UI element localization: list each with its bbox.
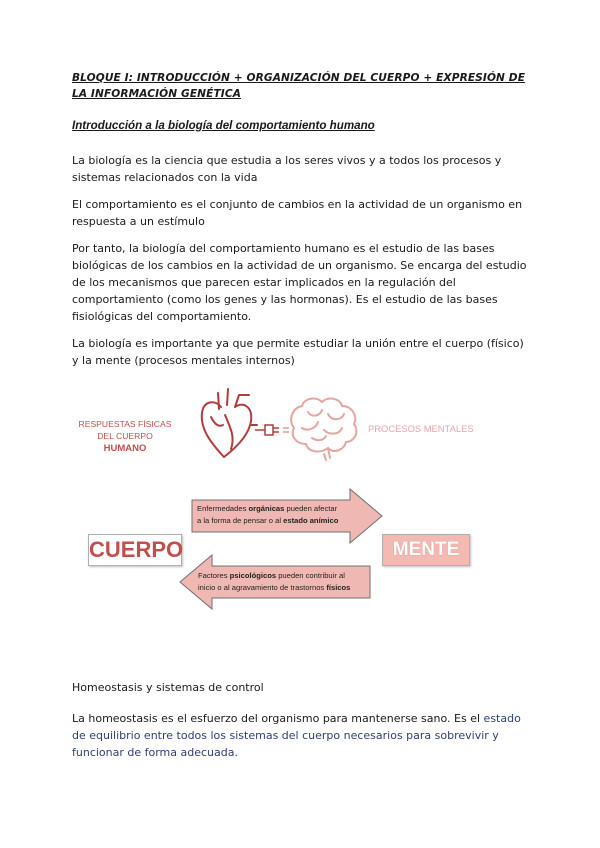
arrow-top-text: Enfermedades orgánicas pueden afectar a la forma de pensar o al estado anímico [197,504,339,525]
brain-icon [284,392,364,462]
paragraph-3: Por tanto, la biología del comportamiento humano es el estudio de las bases biológicas de los cambios en la actividad de un organismo. Se encarga del estudio de los mecanismos que parecen estar implicados en la regulación del comportamiento (como los genes y las hormonas). Es el estudio de las bases fisiológicas del comportamiento. [72,242,527,323]
mente-box: MENTE [382,534,470,566]
paragraph-2: El comportamiento es el conjunto de cambios en la actividad de un organismo en respuesta a un estímulo [72,198,523,228]
homeostasis-title: Homeostasis y sistemas de control [72,681,264,694]
mental-processes-label: PROCESOS MENTALES [368,423,474,434]
homeostasis-paragraph: La homeostasis es el esfuerzo del organismo para mantenerse sano. Es el estado de equilibrio entre todos los sistemas del cuerpo necesarios para sobrevivir y funcionar de forma adecuada. [72,712,521,759]
cuerpo-box: CUERPO [88,534,182,566]
block-heading: BLOQUE I: INTRODUCCIÓN + ORGANIZACIÓN DEL CUERPO + EXPRESIÓN DE LA INFORMACIÓN GENÉTICA [72,72,526,100]
paragraph-1: La biología es la ciencia que estudia a los seres vivos y a todos los procesos y sistemas relacionados con la vida [72,154,502,184]
paragraph-4: La biología es importante ya que permite estudiar la unión entre el cuerpo (físico) y la mente (procesos mentales internos) [72,337,524,367]
physical-responses-label: RESPUESTAS FÍSICAS DEL CUERPO HUMANO [78,419,172,454]
arrow-bottom-text: Factores psicológicos pueden contribuir al inicio o al agravamiento de trastornos físicos [198,571,351,592]
section-title: Introducción a la biología del comportamiento humano [72,119,375,132]
